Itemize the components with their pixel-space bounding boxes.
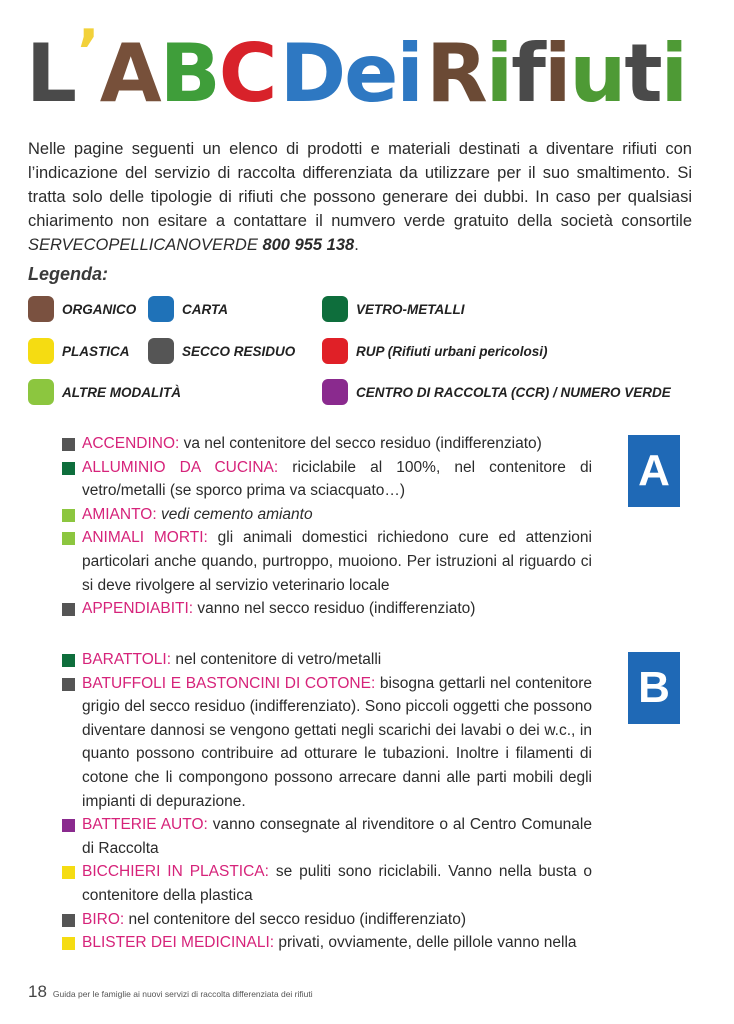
title-letter: L xyxy=(26,27,75,120)
legend-swatch xyxy=(28,338,54,364)
entry-description: bisogna gettarli nel contenitore grigio del secco residuo (indifferenziato). Sono piccoli oggetti che possono diventare dannosi se vengono gettati negli scarichi dei lavabi o dei w.c., in quanto possono contribuire ad otturare le tubazioni. Inoltre i filamenti di cotone che li compongono possono arrecare danni alle parti mobili degli impianti di depurazione. xyxy=(82,674,592,810)
intro-paragraph xyxy=(28,137,692,257)
entry-term: ACCENDINO: xyxy=(82,435,180,452)
title-letter: i xyxy=(485,27,512,120)
category-bullet xyxy=(62,654,75,667)
title-letter: i xyxy=(543,27,570,120)
legend-label: CARTA xyxy=(182,301,228,317)
legend-swatch xyxy=(148,296,174,322)
title-letter: D xyxy=(279,27,345,120)
entry-description: riciclabile al 100%, nel contenitore di vetro/metalli (se sporco prima va sciacquato…) xyxy=(82,458,593,500)
entry-description: privati, ovviamente, delle pillole vanno nella xyxy=(274,934,577,952)
footer-text: Guida per le famiglie ai nuovi servizi di raccolta differenziata dei rifiuti xyxy=(52,989,313,999)
entries-list-a xyxy=(62,432,592,621)
list-item xyxy=(62,526,592,597)
legend-swatch xyxy=(322,338,348,364)
page-title xyxy=(26,17,686,120)
list-item xyxy=(62,432,592,456)
entry-term: BLISTER DEI MEDICINALI: xyxy=(82,934,275,952)
entry-description: nel contenitore di vetro/metalli xyxy=(171,651,382,668)
legend-label: ALTRE MODALITÀ xyxy=(62,384,181,400)
page-number: 18 xyxy=(28,982,47,1001)
legend-label: CENTRO DI RACCOLTA (CCR) / NUMERO VERDE xyxy=(356,384,671,400)
category-bullet xyxy=(62,678,75,691)
entry-description: vedi cemento amianto xyxy=(156,505,313,523)
title-letter: e xyxy=(344,27,397,120)
legend-label: PLASTICA xyxy=(62,343,130,359)
entry-description: vanno nel secco residuo (indifferenziato) xyxy=(193,600,476,618)
entry-term: BATTERIE AUTO: xyxy=(82,816,208,834)
list-item xyxy=(62,813,592,860)
title-letter: B xyxy=(159,27,219,120)
title-letter: C xyxy=(218,27,276,120)
entry-term: BATUFFOLI E BASTONCINI DI COTONE: xyxy=(82,674,376,692)
list-item xyxy=(62,860,592,907)
legend-item xyxy=(322,379,671,405)
legend-item xyxy=(148,338,295,364)
legend-label: VETRO-METALLI xyxy=(356,301,465,317)
list-item xyxy=(62,456,592,503)
legend-swatch xyxy=(28,379,54,405)
section-letter-b: B xyxy=(628,652,680,724)
legend-label: ORGANICO xyxy=(62,301,137,317)
title-letter: i xyxy=(660,27,686,120)
legend-item xyxy=(28,338,130,364)
legend-item xyxy=(28,379,181,405)
category-bullet xyxy=(62,509,75,522)
title-letter: f xyxy=(511,27,544,120)
intro-end: . xyxy=(354,236,359,254)
legend-label: RUP (Rifiuti urbani pericolosi) xyxy=(356,343,548,359)
entry-term: ALLUMINIO DA CUCINA: xyxy=(82,458,279,476)
category-bullet xyxy=(62,603,75,616)
entry-term: BICCHIERI IN PLASTICA: xyxy=(82,863,269,881)
entries-list-b xyxy=(62,648,592,955)
list-item xyxy=(62,908,592,932)
legend-label: SECCO RESIDUO xyxy=(182,343,296,359)
legend-title: Legenda: xyxy=(28,264,109,284)
legend-item xyxy=(322,338,548,364)
list-item xyxy=(62,648,592,672)
intro-text: Nelle pagine seguenti un elenco di prodotti e materiali destinati a diventare rifiuti con l’indicazione del servizio di raccolta differenziata da utilizzare per il suo smaltimento. Si tratta solo delle tipologie di rifiuti che possono generare dei dubbi. In caso per qualsiasi chiarimento non esitare a contattare il numvero verde gratuito della società consortile xyxy=(28,140,692,230)
phone-number: 800 955 138 xyxy=(262,236,355,254)
entry-description: gli animali domestici richiedono cure ed attenzioni particolari anche quando, purtroppo, muoiono. Per istruzioni al riguardo ci si deve rivolgere al servizio veterinario locale xyxy=(82,529,592,594)
category-bullet xyxy=(62,914,75,927)
legend-swatch xyxy=(322,379,348,405)
category-bullet xyxy=(62,937,75,950)
entry-description: va nel contenitore del secco residuo (indifferenziato) xyxy=(179,435,542,452)
entry-description: se puliti sono riciclabili. Vanno nella busta o contenitore della plastica xyxy=(82,863,593,904)
category-bullet xyxy=(62,866,75,879)
category-bullet xyxy=(62,819,75,832)
legend-swatch xyxy=(28,296,54,322)
list-item xyxy=(62,672,592,814)
title-letter: u xyxy=(569,27,625,120)
list-item xyxy=(62,931,592,955)
legend-item xyxy=(148,296,228,322)
legend-swatch xyxy=(322,296,348,322)
category-bullet xyxy=(62,462,75,475)
list-item xyxy=(62,597,592,621)
title-letter: R xyxy=(426,27,486,120)
legend-swatch xyxy=(148,338,174,364)
legend-item xyxy=(322,296,465,322)
title-letter: i xyxy=(396,27,422,120)
title-letter: t xyxy=(624,27,661,120)
entry-term: ANIMALI MORTI: xyxy=(82,529,208,547)
category-bullet xyxy=(62,438,75,451)
company-name: SERVECOPELLICANOVERDE xyxy=(28,236,258,254)
entry-description: nel contenitore del secco residuo (indifferenziato) xyxy=(124,910,466,928)
section-letter-a: A xyxy=(628,435,680,507)
entry-term: AMIANTO: xyxy=(82,505,157,523)
legend-item xyxy=(28,296,136,322)
entry-term: BARATTOLI: xyxy=(82,651,172,668)
category-bullet xyxy=(62,532,75,545)
list-item xyxy=(62,503,592,527)
footer xyxy=(28,982,313,1002)
title-letter: A xyxy=(99,27,160,120)
entry-term: BIRO: xyxy=(82,910,125,928)
title-letter: ’ xyxy=(76,17,98,87)
entry-description: vanno consegnate al rivenditore o al Centro Comunale di Raccolta xyxy=(82,816,592,857)
entry-term: APPENDIABITI: xyxy=(82,600,194,618)
